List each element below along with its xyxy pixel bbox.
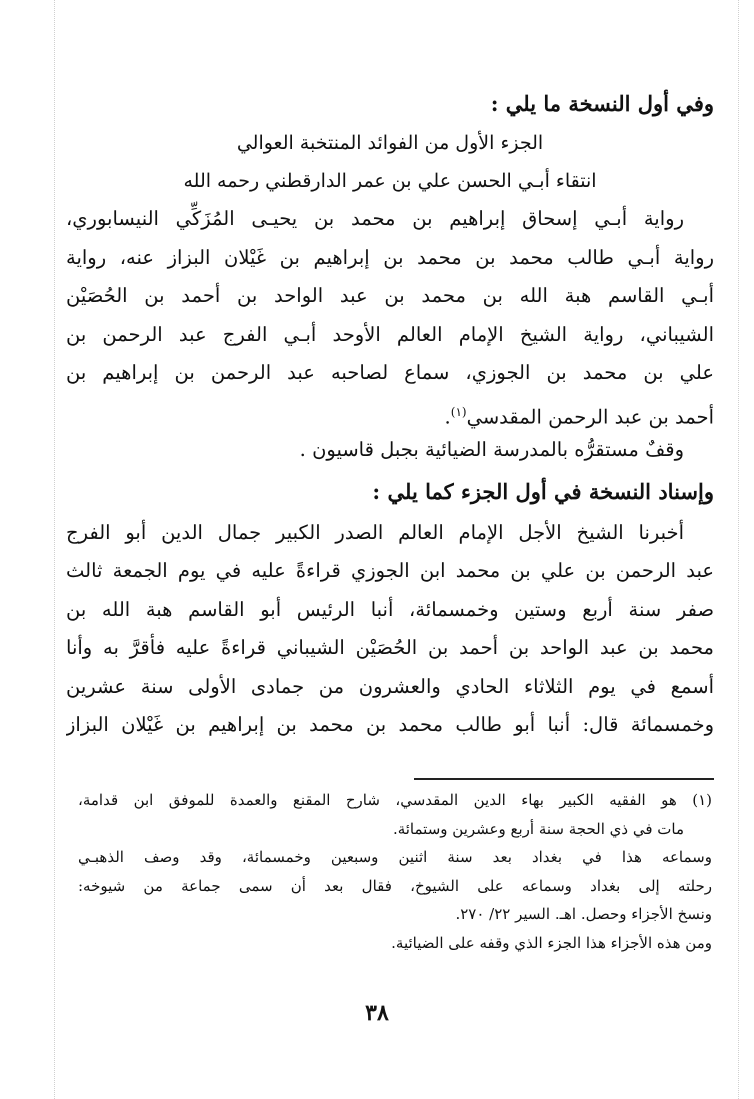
footnote-line-4: رحلته إلى بغداد وسماعه على الشيوخ، فقال بعد أن سمى جماعة من شيوخه: <box>78 876 712 895</box>
riwaya-line-6-text: أحمد بن عبد الرحمن المقدسي <box>466 405 714 428</box>
isnad-line-1: أخبرنا الشيخ الأجل الإمام العالم الصدر الكبير جمال الدين أبو الفرج <box>66 520 684 544</box>
footnote-line-1: (١) هو الفقيه الكبير بهاء الدين المقدسي، شارح المقنع والعمدة للموفق ابن قدامة، <box>78 791 712 809</box>
left-margin-guide <box>54 0 55 1099</box>
riwaya-line-3: أبـي القاسم هبة الله بن محمد بن عبد الواحد بن أحمد بن الحُصَيْن <box>66 284 714 307</box>
isnad-line-2: عبد الرحمن بن علي بن محمد ابن الجوزي قراءةً عليه في يوم الجمعة ثالث <box>66 559 714 582</box>
title-line-1: الجزء الأول من الفوائد المنتخبة العوالي <box>236 132 544 154</box>
footnote-line-6: ومن هذه الأجزاء هذا الجزء الذي وقفه على الضيائية. <box>391 933 712 952</box>
title-line-2: انتقاء أبـي الحسن علي بن عمر الدارقطني رحمه الله <box>183 170 597 192</box>
isnad-line-6: وخمسمائة قال: أنبا أبو طالب محمد بن محمد بن إبراهيم بن غَيْلان البزاز <box>66 713 714 736</box>
right-margin-guide <box>738 0 739 1099</box>
footnote-line-2: مات في ذي الحجة سنة أربع وعشرين وستمائة. <box>392 819 684 838</box>
heading-isnad: وإسناد النسخة في أول الجزء كما يلي : <box>372 478 714 504</box>
footnote-separator <box>414 778 714 780</box>
waqf-line: وقفٌ مستقرُّه بالمدرسة الضيائية بجبل قاسيون . <box>299 438 684 461</box>
main-text <box>66 84 714 745</box>
riwaya-line-6 <box>66 393 714 432</box>
isnad-line-3: صفر سنة أربع وستين وخمسمائة، أنبا الرئيس أبو القاسم هبة الله بن <box>66 597 714 621</box>
riwaya-line-5: علي بن محمد بن الجوزي، سماع لصاحبه عبد الرحمن بن إبراهيم بن <box>66 361 714 384</box>
isnad-line-5: أسمع في يوم الثلاثاء الحادي والعشرون من جمادى الأولى سنة عشرين <box>66 674 714 698</box>
footnote-line-3: وسماعه هذا في بغداد بعد سنة اثنين وسبعين وخمسمائة، وقد وصف الذهبـي <box>78 848 712 867</box>
isnad-line-4: محمد بن عبد الواحد بن أحمد بن الحُصَيْن الشيباني قراءةً عليه فأقرَّ به وأنا <box>66 636 714 659</box>
footnote-marker: (١) <box>450 404 467 419</box>
heading-first-of-copy: وفي أول النسخة ما يلي : <box>490 91 714 116</box>
riwaya-line-2: رواية أبـي طالب محمد بن محمد بن إبراهيم بن غَيْلان البزاز عنه، رواية <box>66 245 714 269</box>
riwaya-end-dot: . <box>444 405 451 428</box>
riwaya-line-4: الشيباني، رواية الشيخ الإمام العالم الأوحد أبـي الفرج عبد الرحمن بن <box>66 322 714 346</box>
footnotes <box>78 786 712 958</box>
riwaya-line-1: رواية أبـي إسحاق إبراهيم بن محمد بن يحيـى المُزَكِّي النيسابوري، <box>66 207 684 230</box>
footnote-line-5: ونسخ الأجزاء وحصل. اهـ. السير ٢٢/ ٢٧٠. <box>455 905 712 924</box>
page-number: ٣٨ <box>365 1000 389 1026</box>
